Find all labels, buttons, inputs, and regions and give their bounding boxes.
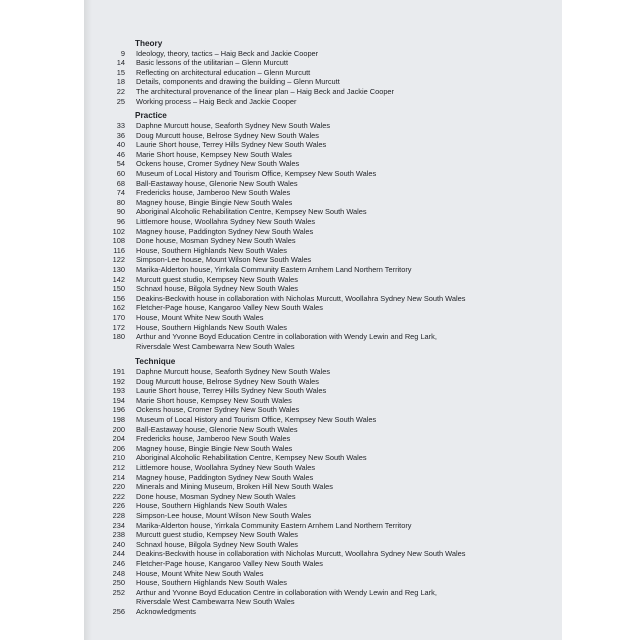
page-number: 162 [112,303,125,313]
entry-title [136,453,367,463]
toc-entry [84,323,562,333]
toc-entry [84,578,562,588]
entry-title-line: Done house, Mosman Sydney New South Wales [136,236,296,246]
page-number: 25 [116,96,125,106]
page-number: 222 [112,491,125,501]
entry-title [136,492,296,502]
book-page [84,0,562,640]
toc-entry [84,434,562,444]
page-number: 170 [112,313,125,322]
page-number: 228 [112,511,125,520]
entry-title-line: Arthur and Yvonne Boyd Education Centre in collaboration with Wendy Lewin and Reg Lark, [136,587,437,597]
entry-title [136,530,298,540]
entry-title [136,284,298,294]
entry-title [136,294,465,304]
page-number: 234 [112,520,125,530]
entry-title-line: Museum of Local History and Tourism Office, Kempsey New South Wales [136,415,377,424]
entry-title-line: Working process – Haig Beck and Jackie Cooper [136,96,297,106]
entry-title [136,482,333,492]
toc-entry [84,501,562,511]
toc-entry [84,68,562,78]
entry-title-line: Ockens house, Cromer Sydney New South Wales [136,405,300,415]
entry-title-line: Aboriginal Alcoholic Rehabilitation Centre, Kempsey New South Wales [136,453,367,463]
entry-title-line: Magney house, Bingie Bingie New South Wales [136,197,293,207]
page-number: 244 [112,549,125,559]
toc-entry [84,521,562,531]
page-number: 90 [116,207,125,217]
toc-entry [84,87,562,97]
entry-title-line: Magney house, Paddington Sydney New South Wales [136,226,314,236]
entry-title-line: Acknowledgments [136,607,196,616]
entry-title [136,444,292,454]
entry-title-line: Magney house, Paddington Sydney New South Wales [136,472,314,482]
toc-entry [84,265,562,275]
page-number: 196 [112,405,125,415]
page-number: 54 [116,159,125,169]
page-number: 206 [112,443,125,453]
entry-title [136,511,311,521]
section-title-theory: Theory [135,39,163,48]
entry-title [136,367,330,377]
entry-title [136,265,412,275]
entry-title [136,255,311,265]
toc-entry [84,492,562,502]
page-number: 80 [116,197,125,207]
toc-entry [84,386,562,396]
toc-entry [84,207,562,217]
entry-title [136,275,298,285]
toc-entry [84,540,562,550]
entry-title [136,569,263,579]
page-number: 172 [112,322,125,332]
page-number: 180 [112,332,125,342]
entry-title [136,77,340,87]
page-number: 9 [120,48,125,58]
entry-title-line: Minerals and Mining Museum, Broken Hill New South Wales [136,482,333,492]
page-number: 246 [112,559,125,568]
entry-title-line: Magney house, Bingie Bingie New South Wales [136,443,293,453]
page-number: 220 [112,482,125,492]
entry-title [136,473,313,483]
entry-title-line: Fletcher-Page house, Kangaroo Valley New South Wales [136,559,323,568]
entry-title [136,227,313,237]
toc-entry [84,227,562,237]
toc-entry [84,396,562,406]
entry-title-line: Marie Short house, Kempsey New South Wales [136,149,292,159]
toc-entry [84,217,562,227]
entry-title-line: Marie Short house, Kempsey New South Wales [136,395,292,405]
entry-title-line: House, Mount White New South Wales [136,568,264,578]
toc-entry [84,236,562,246]
entry-title [136,559,323,569]
page-number: 22 [116,87,125,96]
toc-entry [84,150,562,160]
entry-title-line: The architectural provenance of the linear plan – Haig Beck and Jackie Cooper [136,87,395,96]
page-number: 116 [113,245,125,255]
page-number: 194 [112,395,125,405]
entry-title [136,246,287,256]
toc-entry [84,559,562,569]
entry-title-line: Deakins-Beckwith house in collaboration with Nicholas Murcutt, Woollahra Sydney New South Wales [136,293,466,303]
page-number: 210 [112,453,125,463]
entry-title [136,463,315,473]
page-number: 192 [112,376,125,386]
toc-entry [84,179,562,189]
toc-entry [84,121,562,131]
entry-title [136,405,299,415]
entry-title [136,434,290,444]
toc-entry [84,284,562,294]
toc-entry [84,473,562,483]
page-number: 240 [112,539,125,549]
entry-title-line: Done house, Mosman Sydney New South Wales [136,491,296,501]
page-number: 200 [112,424,125,434]
entry-title [136,159,299,169]
entry-title-line: Aboriginal Alcoholic Rehabilitation Centre, Kempsey New South Wales [136,207,367,217]
entry-title-line: Doug Murcutt house, Belrose Sydney New South Wales [136,130,319,140]
section-title-practice: Practice [135,111,167,120]
entry-title [136,150,292,160]
entry-title-line: Simpson-Lee house, Mount Wilson New South Wales [136,255,312,265]
entry-title [136,58,288,68]
entry-title-line: Details, components and drawing the building – Glenn Murcutt [136,77,340,87]
entry-title-line: Arthur and Yvonne Boyd Education Centre in collaboration with Wendy Lewin and Reg Lark, [136,332,437,342]
page-number: 256 [112,607,125,616]
entry-title-line: Doug Murcutt house, Belrose Sydney New South Wales [136,376,319,386]
entry-title-line: Riversdale West Cambewarra New South Wales [136,341,295,351]
entry-title [136,386,326,396]
entry-title-line: Fredericks house, Jamberoo New South Wales [136,434,291,444]
entry-title-line: Fredericks house, Jamberoo New South Wales [136,188,291,198]
entry-title-line: Simpson-Lee house, Mount Wilson New South Wales [136,511,312,520]
toc-entry [84,569,562,579]
entry-title [136,323,287,333]
page-number: 130 [112,265,125,274]
toc-entry [84,511,562,521]
entry-title-line: House, Southern Highlands New South Wales [136,245,287,255]
entry-title-line: Museum of Local History and Tourism Office, Kempsey New South Wales [136,169,377,178]
entry-title [136,578,287,588]
entry-title [136,501,287,511]
entry-title [136,415,376,425]
page-number: 36 [116,130,125,140]
entry-title [136,97,296,107]
entry-title [136,49,318,59]
entry-title-line: Ball-Eastaway house, Glenorie New South Wales [136,178,298,188]
entry-title-line: House, Southern Highlands New South Wales [136,322,287,332]
entry-title-line: Marika-Alderton house, Yirrkala Community Eastern Arnhem Land Northern Territory [136,520,412,530]
entry-title [136,140,326,150]
entry-title-line: Littlemore house, Woollahra Sydney New South Wales [136,463,316,472]
page-number: 191 [112,367,125,376]
toc-entry [84,188,562,198]
entry-title [136,607,196,617]
page-number: 248 [112,568,125,578]
toc-entry [84,246,562,256]
page-number: 18 [116,77,125,87]
toc-entry [84,377,562,387]
toc-entry [84,405,562,415]
toc-entry [84,425,562,435]
entry-title-line: Schnaxl house, Bilgola Sydney New South Wales [136,284,298,294]
toc-entry [84,159,562,169]
entry-title-line: Basic lessons of the utilitarian – Glenn Murcutt [136,58,288,68]
entry-title-line: House, Mount White New South Wales [136,313,264,322]
entry-title [136,207,367,217]
entry-title-line: Schnaxl house, Bilgola Sydney New South Wales [136,539,298,549]
entry-title-line: Reflecting on architectural education – Glenn Murcutt [136,67,311,77]
entry-title [136,121,330,131]
entry-title [136,425,298,435]
entry-title-line: Daphne Murcutt house, Seaforth Sydney New South Wales [136,121,331,130]
toc-entry [84,58,562,68]
page-number: 122 [112,255,125,265]
entry-title [136,396,292,406]
toc-entry [84,482,562,492]
toc-entry [84,549,562,559]
entry-title-line: Fletcher-Page house, Kangaroo Valley New South Wales [136,303,323,313]
entry-title-line: Murcutt guest studio, Kempsey New South Wales [136,274,298,284]
toc-entry [84,294,562,304]
toc-entry [84,588,562,607]
entry-title [136,188,290,198]
toc-entry [84,607,562,617]
page-number: 102 [112,226,125,236]
toc-entry [84,313,562,323]
entry-title [136,540,298,550]
entry-title [136,332,437,351]
entry-title [136,217,315,227]
entry-title [136,521,412,531]
toc-entry [84,332,562,351]
entry-title [136,588,437,607]
toc-entry [84,303,562,313]
page-number: 204 [112,434,125,444]
page-number: 68 [116,178,125,188]
entry-title [136,87,394,97]
entry-title-line: Marika-Alderton house, Yirrkala Community Eastern Arnhem Land Northern Territory [136,265,412,274]
entry-title [136,377,319,387]
entry-title-line: Daphne Murcutt house, Seaforth Sydney New South Wales [136,367,331,376]
toc-entry [84,49,562,59]
entry-title [136,303,323,313]
entry-title [136,179,298,189]
page-number: 214 [112,472,125,482]
toc-entry [84,444,562,454]
page-number: 74 [116,188,125,198]
toc-entry [84,140,562,150]
page-number: 108 [112,236,125,246]
toc-entry [84,77,562,87]
entry-title-line: Murcutt guest studio, Kempsey New South Wales [136,530,298,540]
page-number: 15 [116,67,125,77]
entry-title [136,313,263,323]
page-number: 14 [116,58,125,68]
page-number: 60 [116,169,125,178]
page-number: 142 [112,274,125,284]
entry-title-line: Ideology, theory, tactics – Haig Beck and Jackie Cooper [136,48,319,58]
page-number: 96 [116,217,125,226]
entry-title-line: Laurie Short house, Terrey Hills Sydney New South Wales [136,386,327,396]
entry-title-line: Ockens house, Cromer Sydney New South Wales [136,159,300,169]
page-number: 33 [116,121,125,130]
toc-entry [84,415,562,425]
toc-entry [84,255,562,265]
page-number: 238 [112,530,125,540]
page-number: 212 [112,463,125,472]
entry-title-line: Deakins-Beckwith house in collaboration with Nicholas Murcutt, Woollahra Sydney New South Wales [136,549,466,559]
entry-title [136,169,376,179]
entry-title [136,236,296,246]
entry-title-line: Ball-Eastaway house, Glenorie New South Wales [136,424,298,434]
page-number: 198 [112,415,125,424]
entry-title-line: Laurie Short house, Terrey Hills Sydney New South Wales [136,140,327,150]
section-title-technique: Technique [135,357,176,366]
entry-title [136,549,465,559]
toc-entry [84,530,562,540]
toc-entry [84,169,562,179]
toc-entry [84,275,562,285]
toc-entry [84,131,562,141]
page-number: 46 [116,149,125,159]
page-number: 250 [112,578,125,588]
page-number: 156 [112,293,125,303]
toc-entry [84,97,562,107]
page-number: 193 [112,386,125,396]
entry-title [136,198,292,208]
page-number: 150 [112,284,125,294]
toc-entry [84,367,562,377]
entry-title-line: House, Southern Highlands New South Wales [136,578,287,588]
entry-title-line: House, Southern Highlands New South Wales [136,501,287,511]
entry-title [136,68,310,78]
page-number: 40 [116,140,125,150]
entry-title-line: Littlemore house, Woollahra Sydney New South Wales [136,217,316,226]
toc-entry [84,453,562,463]
toc-entry [84,198,562,208]
toc-entry [84,463,562,473]
entry-title-line: Riversdale West Cambewarra New South Wales [136,597,295,607]
page-number: 252 [112,587,125,597]
page-number: 226 [112,501,125,511]
entry-title [136,131,319,141]
